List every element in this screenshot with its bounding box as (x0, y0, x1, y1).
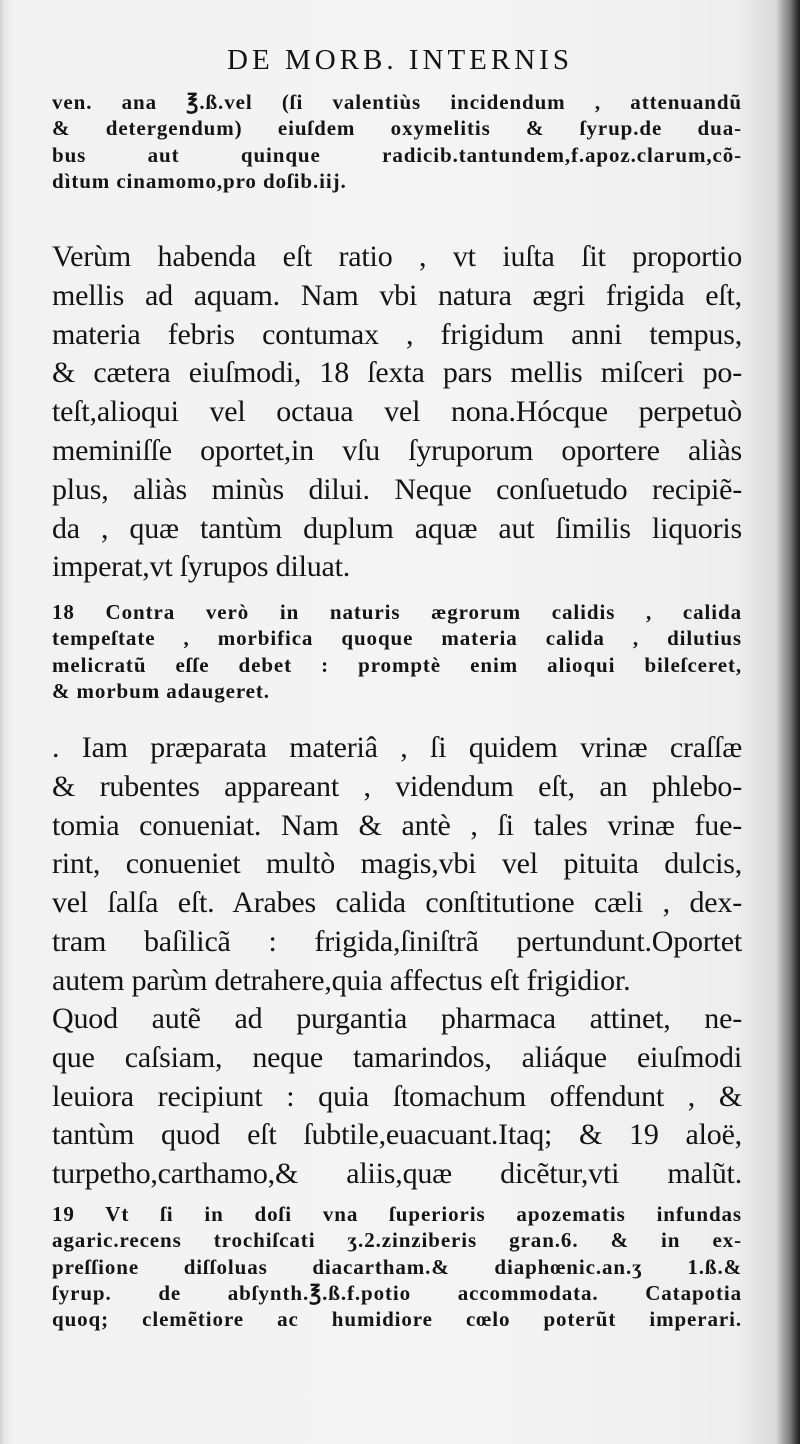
text-line: ven. ana ℥.ß.vel (ſi valentiùs incidendum , attenuandũ (52, 90, 742, 114)
text-line: da , quæ tantùm duplum aquæ aut ſimilis liquoris (52, 511, 742, 545)
text-line: tomia conueniat. Nam & antè , ſi tales vrinæ fue- (52, 808, 742, 842)
text-line: 18 Contra verò in naturis ægrorum calidis , calida (52, 600, 742, 624)
text-line: melicratũ eſſe debet : promptè enim alioqui bileſceret, (52, 652, 742, 677)
text-line: preſſione diſſoluas diacartham.& diaphœnic.an.ʒ 1.ß.& (52, 1254, 742, 1279)
text-line: turpetho,carthamo,& aliis,quæ dicẽtur,vti malũt. (52, 1157, 742, 1191)
text-line: dìtum cinamomo,pro doſib.iij. (52, 168, 347, 193)
text-line: que caſsiam, neque tamarindos, aliáque eiuſmodi (52, 1040, 742, 1074)
text-line: bus aut quinque radicib.tantundem,f.apoz.clarum,cõ- (52, 142, 742, 167)
text-line: imperat,vt ſyrupos diluat. (52, 550, 351, 584)
text-line: . Iam præparata materiâ , ſi quidem vrinæ craſſæ (52, 731, 742, 764)
text-line: autem parùm detrahere,quia affectus eſt frigidior. (52, 963, 631, 997)
paragraph-iam (52, 729, 742, 1001)
paragraph-quod (52, 1000, 742, 1194)
text-line: & cætera eiuſmodi, 18 ſexta pars mellis miſceri po- (52, 356, 742, 390)
text-line: & rubentes appareant , videndum eſt, an phlebo- (52, 769, 742, 803)
text-line: tempeſtate , morbifica quoque materia calida , dilutius (52, 626, 742, 651)
text-line: tantùm quod eſt ſubtile,euacuant.Itaq; & 19 aloë, (52, 1118, 742, 1152)
text-line: agaric.recens trochiſcati ʒ.2.zinziberis gran.6. & in ex- (52, 1228, 742, 1253)
note-block-recipe (52, 89, 742, 194)
text-line: leuiora recipiunt : quia ſtomachum offendunt , & (52, 1079, 742, 1113)
text-line: & detergendum) eiuſdem oxymelitis & ſyrup.de dua- (52, 116, 742, 141)
text-line: materia febris contumax , frigidum anni tempus, (52, 317, 742, 351)
text-line: rint, conueniet multò magis,vbi vel pituita dulcis, (52, 847, 742, 881)
text-line: teſt,alioqui vel octaua vel nona.Hócque perpetuò (52, 395, 742, 429)
text-line: quoq; clemẽtiore ac humidiore cœlo poterũt imperari. (52, 1307, 742, 1332)
text-line: ſyrup. de abſynth.℥.ß.f.potio accommodata. Catapotia (52, 1280, 742, 1305)
text-line: mellis ad aquam. Nam vbi natura ægri frigida eſt, (52, 278, 742, 312)
text-line: 19 Vt ſi in doſi vna ſuperioris apozematis infundas (52, 1202, 742, 1226)
text-line: Quod autẽ ad purgantia pharmaca attinet, ne- (52, 1002, 742, 1035)
text-line: Verùm habenda eſt ratio , vt iuſta ſit proportio (52, 240, 742, 273)
text-line: vel ſalſa eſt. Arabes calida conſtitutione cæli , dex- (52, 886, 742, 920)
running-header: DE MORB. INTERNIS (227, 44, 573, 76)
note-19 (52, 1201, 742, 1332)
binding-gutter-shadow (776, 0, 800, 1444)
paragraph-verum (52, 238, 742, 587)
text-line: plus, aliàs minùs dilui. Neque conſuetudo recipiẽ- (52, 472, 742, 506)
text-line: meminiſſe oportet,in vſu ſyruporum oportere aliàs (52, 433, 742, 467)
text-line: & morbum adaugeret. (52, 678, 270, 703)
text-line: tram baſilicã : frigida,ſiniſtrã pertundunt.Oportet (52, 924, 742, 958)
note-18 (52, 599, 742, 704)
